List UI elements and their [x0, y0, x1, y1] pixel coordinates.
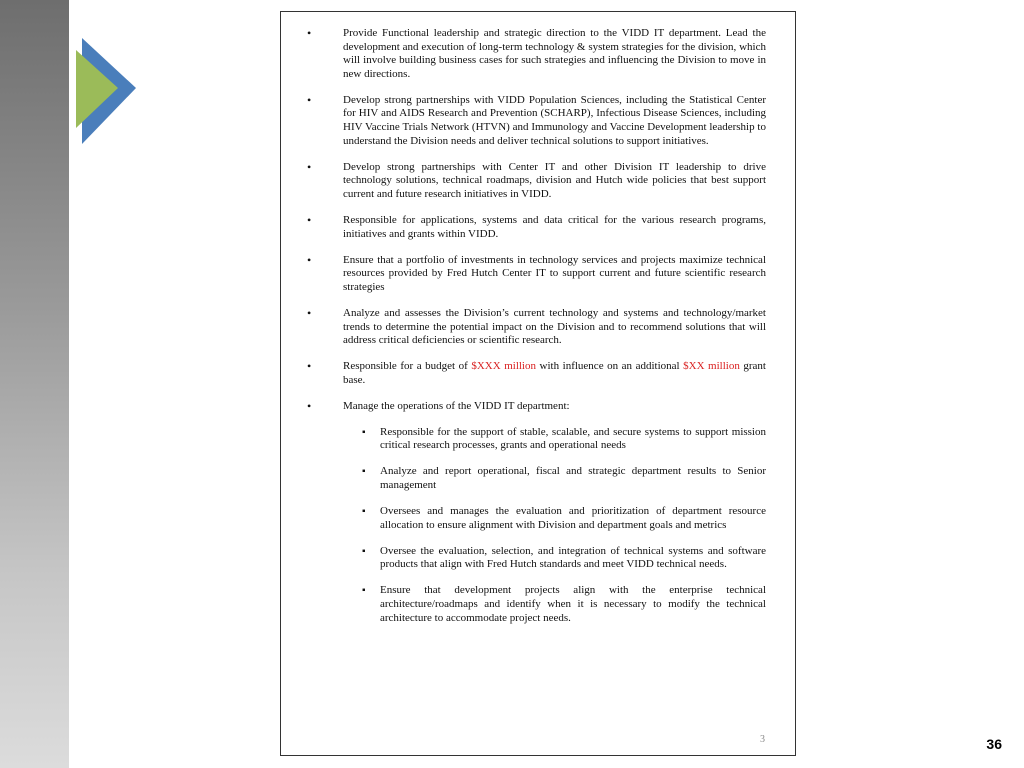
- bullet-item-budget: [303, 360, 766, 387]
- sub-bullet-list: [343, 426, 766, 626]
- budget-amount: $XXX million: [471, 360, 536, 373]
- budget-suffix: grant base.: [343, 360, 766, 386]
- bullet-item-manage: [303, 400, 766, 625]
- sub-bullet-item: ▪ Analyze and report operational, fiscal and strategic department results to Senior management: [343, 465, 766, 492]
- chevron-arrow-icon: [76, 38, 136, 144]
- document-page: [280, 11, 796, 756]
- bullet-item: • Develop strong partnerships with VIDD Population Sciences, including the Statistical Center for HIV and AIDS Research and Prevention (SCHARP), Infectious Disease Sciences, including HIV Vaccine Trials Network (HTVN) and Immunology and Vaccine Development leadership to understand the Division needs and deliver technical solutions to support initiatives.: [303, 94, 766, 148]
- bullet-item: • Analyze and assesses the Division’s current technology and systems and technology/market trends to determine the potential impact on the Division and to recommend solutions that will address critical deficiencies or scientific research.: [303, 307, 766, 348]
- bullet-item: • Responsible for applications, systems and data critical for the various research programs, initiatives and grants within VIDD.: [303, 214, 766, 241]
- bullet-list: [303, 27, 766, 638]
- budget-prefix: Responsible for a budget of: [343, 360, 472, 373]
- sub-bullet-item: ▪ Ensure that development projects align with the enterprise technical architecture/roadmaps and identify when it is necessary to modify the technical architecture to accommodate project needs.: [343, 584, 766, 625]
- manage-label: Manage the operations of the VIDD IT department:: [343, 399, 570, 412]
- sub-bullet-item: ▪ Oversee the evaluation, selection, and integration of technical systems and software products that align with Fred Hutch standards and meet VIDD technical needs.: [343, 545, 766, 572]
- side-gradient-bar: [0, 0, 69, 768]
- sub-bullet-item: ▪ Responsible for the support of stable, scalable, and secure systems to support mission critical research processes, grants and operational needs: [343, 426, 766, 453]
- bullet-item: • Provide Functional leadership and strategic direction to the VIDD IT department. Lead the development and execution of long-term technology & system strategies for the division, which will involve building business cases for such strategies and influencing the Division to move in new directions.: [303, 27, 766, 81]
- page-number: 3: [760, 734, 765, 745]
- budget-middle: with influence on an additional: [536, 360, 684, 373]
- bullet-item: • Ensure that a portfolio of investments in technology services and projects maximize technical resources provided by Fred Hutch Center IT to support current and future scientific research strategies: [303, 254, 766, 295]
- budget-additional-amount: $XX million: [683, 360, 740, 373]
- bullet-item: • Develop strong partnerships with Center IT and other Division IT leadership to drive technology solutions, technical roadmaps, division and Hutch wide policies that best support current and future research initiatives in VIDD.: [303, 161, 766, 202]
- slide-number: 36: [986, 736, 1002, 752]
- sub-bullet-item: ▪ Oversees and manages the evaluation and prioritization of department resource allocation to ensure alignment with Division and department goals and metrics: [343, 505, 766, 532]
